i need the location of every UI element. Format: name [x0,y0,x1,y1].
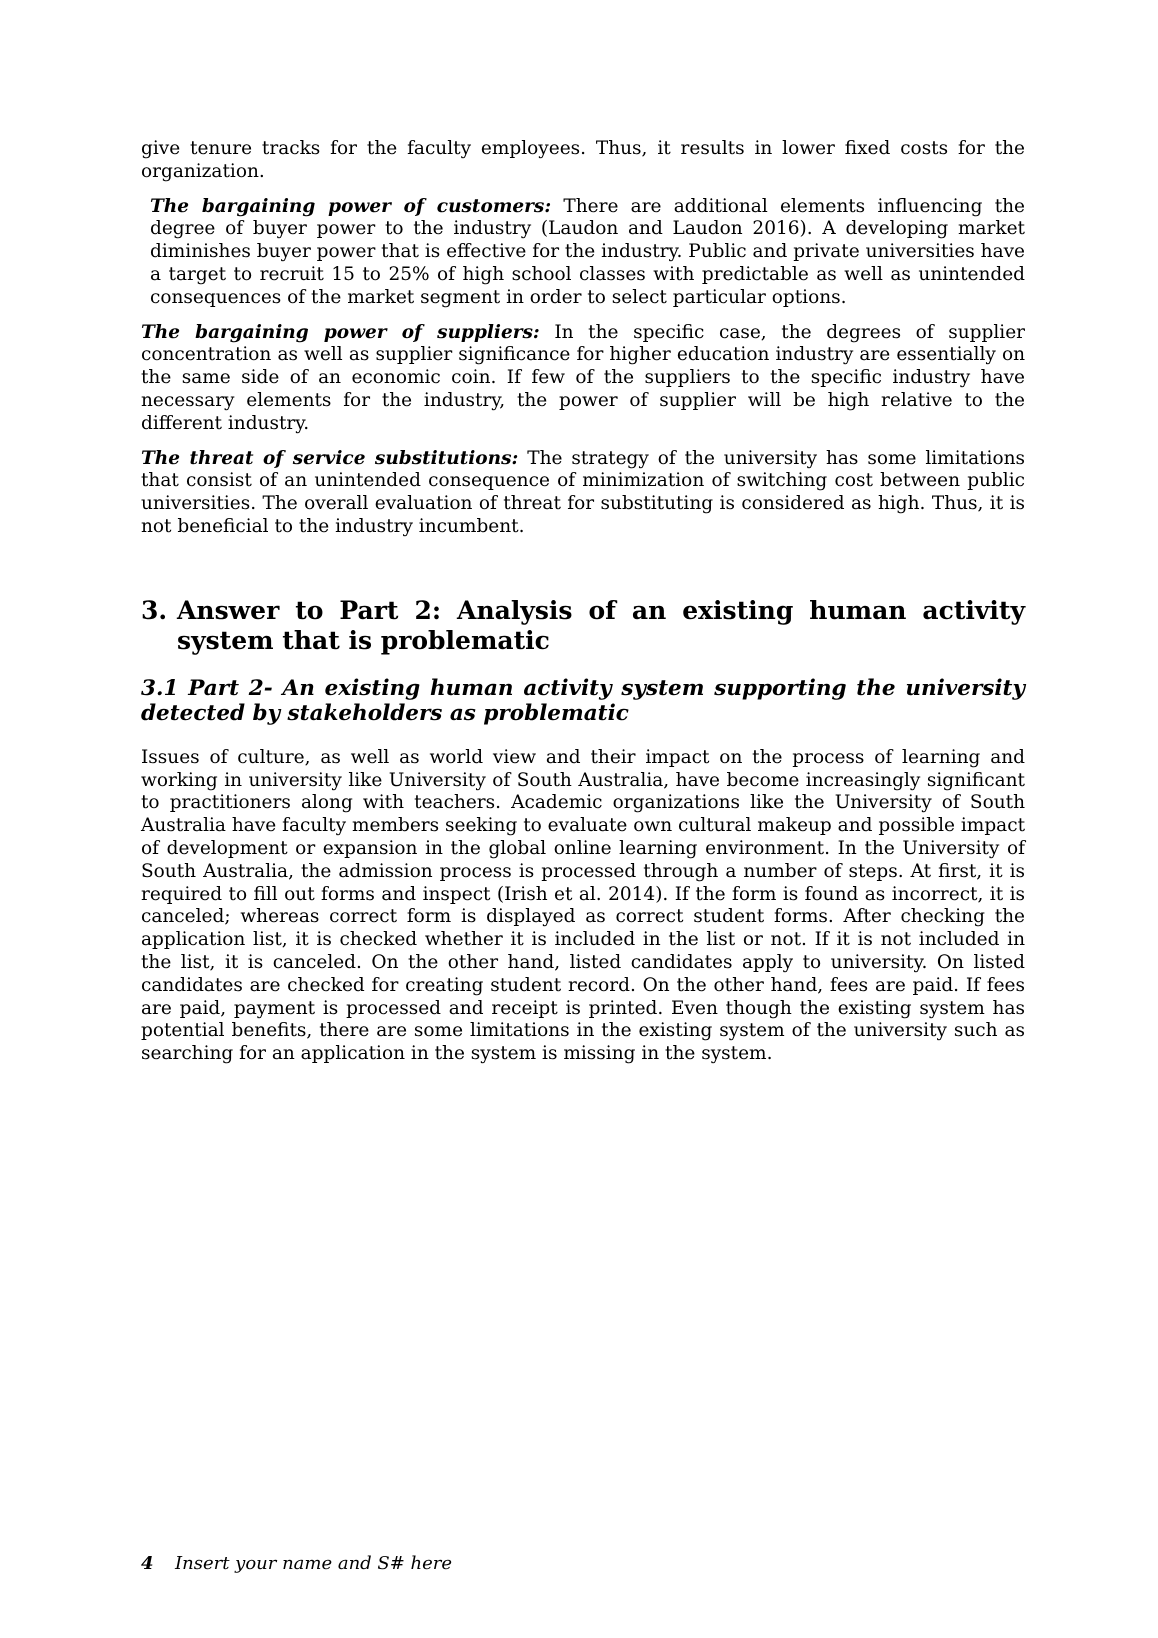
customers-paragraph [141,196,1025,310]
footer-text: Insert your name and S# here [175,1553,453,1574]
page-footer [141,1553,452,1574]
substitutions-paragraph [141,448,1025,539]
substitutions-text: The strategy of the university has some limitations that consist of an unintended consequence of minimization of switching cost between public universities. The overall evaluation of threat for substituting is considered as high. Thus, it is not beneficial to the industry incumbent. [141,447,1026,537]
subsection-3-1-heading: 3.1 Part 2- An existing human activity system supporting the university detected by stakeholders as problematic [141,675,1025,727]
document-page [141,138,1025,1078]
section-3-number: 3. [141,595,168,625]
suppliers-text: In the specific case, the degrees of supplier concentration as well as supplier significance for higher education industry are essentially on the same side of an economic coin. If few of the suppliers to the specific industry have necessary elements for the industry, the power of supplier will be high relative to the different industry. [141,321,1025,434]
intro-paragraph: give tenure tracks for the faculty employees. Thus, it results in lower fixed costs for the organization. [141,138,1025,182]
page-number: 4 [141,1553,154,1574]
customers-lead: The bargaining power of customers: [150,195,552,217]
suppliers-paragraph [141,322,1025,436]
section-3-heading [141,596,1025,656]
section-3-title: Answer to Part 2: Analysis of an existing human activity system that is problematic [177,595,1025,655]
substitutions-lead: The threat of service substitutions: [141,447,519,469]
section-3-1-paragraph: Issues of culture, as well as world view and their impact on the process of learning and working in university like University of South Australia, have become increasingly significant to practitioners along with teachers. Academic organizations like the University of South Australia have faculty members seeking to evaluate own cultural makeup and possible impact of development or expansion in the global online learning environment. In the University of South Australia, the admission process is processed through a number of steps. At first, it is required to fill out forms and inspect (Irish et al. 2014). If the form is found as incorrect, it is canceled; whereas correct form is displayed as correct student forms. After checking the application list, it is checked whether it is included in the list or not. If it is not included in the list, it is canceled. On the other hand, listed candidates apply to university. On listed candidates are checked for creating student record. On the other hand, fees are paid. If fees are paid, payment is processed and receipt is printed. Even though the existing system has potential benefits, there are some limitations in the existing system of the university such as searching for an application in the system is missing in the system. [141,746,1025,1065]
suppliers-lead: The bargaining power of suppliers: [141,321,540,343]
customers-text: There are additional elements influencing the degree of buyer power to the industry (Laudon and Laudon 2016). A developing market diminishes buyer power that is effective for the industry. Public and private universities have a target to recruit 15 to 25% of high school classes with predictable as well as unintended consequences of the market segment in order to select particular options. [150,195,1025,308]
section-spacer [141,551,1025,596]
